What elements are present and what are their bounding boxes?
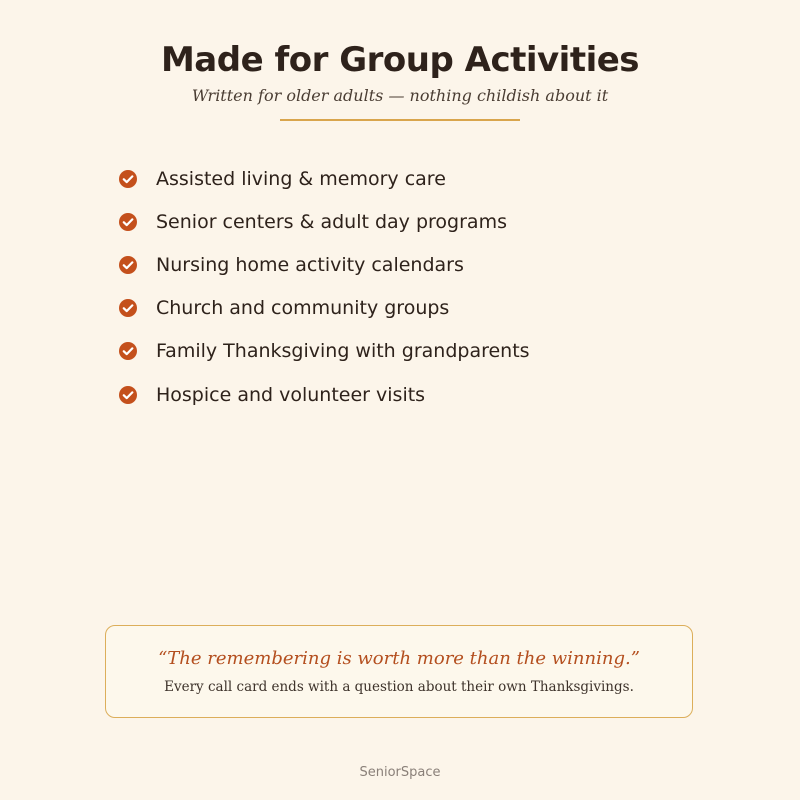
list-item [118,287,530,330]
page-title: Made for Group Activities [160,40,640,80]
brand-name: SeniorSpace [359,765,441,780]
list-item [118,330,530,373]
quote-text: “The remembering is worth more than the winning.” [158,648,640,669]
quote-card [105,625,693,718]
title-divider [280,119,520,121]
check-circle-icon [118,169,138,189]
quote-caption: Every call card ends with a question about their own Thanksgivings. [164,679,634,695]
check-circle-icon [118,298,138,318]
list-item [118,200,530,243]
check-circle-icon [118,212,138,232]
list-item-label: Family Thanksgiving with grandparents [156,340,530,363]
list-item-label: Nursing home activity calendars [156,253,464,276]
check-circle-icon [118,385,138,405]
list-item-label: Church and community groups [156,297,450,320]
page-subtitle: Written for older adults — nothing childish about it [191,86,609,105]
list-item-label: Assisted living & memory care [156,167,446,190]
list-item [118,157,530,200]
audience-list [118,157,530,416]
check-circle-icon [118,341,138,361]
list-item [118,373,530,416]
check-circle-icon [118,255,138,275]
list-item-label: Senior centers & adult day programs [156,210,507,233]
list-item [118,243,530,286]
list-item-label: Hospice and volunteer visits [156,383,426,406]
